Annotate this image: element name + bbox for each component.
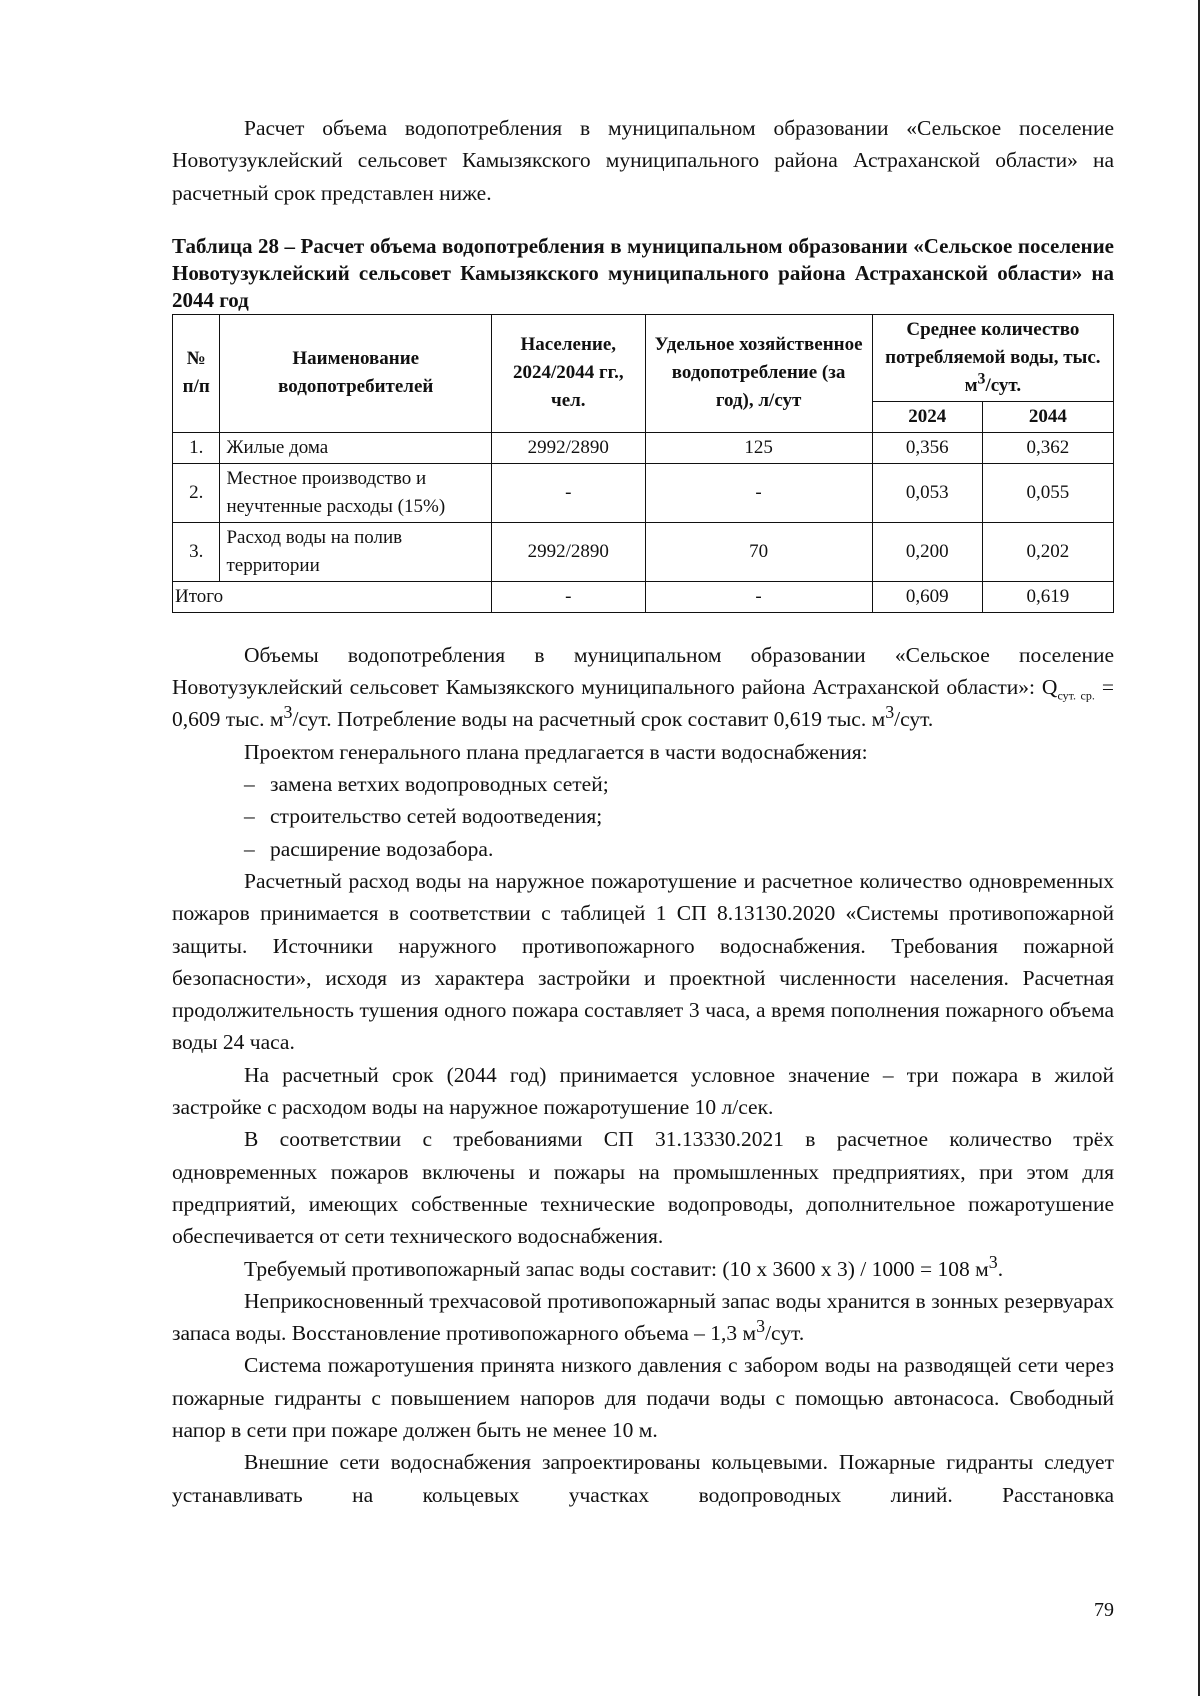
cell-total-specific: -	[645, 581, 872, 612]
project-paragraph: Проектом генерального плана предлагается в части водоснабжения:	[244, 739, 868, 764]
untouchable-paragraph	[172, 1285, 1114, 1350]
cell-total-population: -	[492, 581, 645, 612]
list-dash: –	[244, 836, 255, 861]
cell-total-label: Итого	[173, 581, 492, 612]
volumes-text-d: /сут.	[894, 707, 934, 732]
list-dash: –	[244, 772, 255, 797]
list-dash: –	[244, 804, 255, 829]
untouchable-end: /сут.	[765, 1321, 805, 1346]
sp-paragraph: В соответствии с требованиями СП 31.13330.2021 в расчетное количество трёх одновременных пожаров включены и пожары на промышленных предприятиях, при этом для предприятий, имеющих собственные технические водопроводы, дополнительное пожаротушение обеспечивается от сети технического водоснабжения.	[172, 1127, 1114, 1249]
volumes-text-c: /сут. Потребление воды на расчетный срок составит 0,619 тыс. м	[292, 707, 886, 732]
volumes-text-a: Объемы водопотребления в муниципальном образовании «Сельское поселение Новотузуклейский сельсовет Камызякского муниципального района Астраханской области»: Q	[172, 642, 1114, 700]
reserve-sup: 3	[988, 1251, 998, 1272]
cell-num: 2.	[173, 463, 220, 522]
header-num: № п/п	[173, 314, 220, 432]
volumes-sup-1: 3	[283, 702, 293, 723]
header-average-text: Среднее количество потребляемой воды, тыс. м	[885, 318, 1101, 396]
cell-specific: 70	[645, 522, 872, 581]
table-header-row	[173, 314, 1114, 401]
table-row	[173, 463, 1114, 522]
untouchable-text: Неприкосновенный трехчасовой противопожарный запас воды хранится в зонных резервуарах запаса воды. Восстановление противопожарного объема – 1,3 м	[172, 1288, 1114, 1346]
header-year-2044: 2044	[982, 401, 1113, 432]
volumes-text-b: = 0,609 тыс. м	[172, 675, 1114, 732]
header-average-suffix: /сут.	[985, 374, 1022, 396]
cell-2024: 0,200	[872, 522, 982, 581]
cell-num: 1.	[173, 432, 220, 463]
intro-paragraph: Расчет объема водопотребления в муниципальном образовании «Сельское поселение Новотузуклейский сельсовет Камызякского муниципального района Астраханской области» на расчетный срок представлен ниже.	[172, 116, 1114, 205]
q-subscript: сут. ср.	[1057, 688, 1095, 703]
cell-name: Жилые дома	[220, 432, 492, 463]
header-average-sup: 3	[977, 370, 986, 388]
untouchable-sup: 3	[756, 1315, 766, 1336]
header-average	[872, 314, 1113, 401]
system-paragraph: Система пожаротушения принята низкого давления с забором воды на разводящей сети через пожарные гидранты с повышением напоров для подачи воды с помощью автонасоса. Свободный напор в сети при пожаре должен быть не менее 10 м.	[172, 1353, 1114, 1443]
list-item	[172, 833, 1114, 865]
list-item-text: расширение водозабора.	[270, 836, 494, 861]
header-specific: Удельное хозяйственное водопотребление (за год), л/сут	[645, 314, 872, 432]
cell-name: Расход воды на полив территории	[220, 522, 492, 581]
list-item-text: строительство сетей водоотведения;	[270, 804, 603, 829]
cell-specific: 125	[645, 432, 872, 463]
list-item-text: замена ветхих водопроводных сетей;	[270, 772, 609, 797]
networks-paragraph: Внешние сети водоснабжения запроектированы кольцевыми. Пожарные гидранты следует устанавливать на кольцевых участках водопроводных линий. Расстановка	[172, 1450, 1114, 1507]
term-paragraph: На расчетный срок (2044 год) принимается условное значение – три пожара в жилой застройке с расходом воды на наружное пожаротушение 10 л/сек.	[172, 1062, 1114, 1120]
cell-population: 2992/2890	[492, 432, 645, 463]
reserve-paragraph	[172, 1253, 1114, 1285]
reserve-text: Требуемый противопожарный запас воды составит: (10 х 3600 х 3) / 1000 = 108 м	[244, 1256, 989, 1281]
volumes-paragraph	[172, 639, 1114, 736]
cell-2044: 0,362	[982, 432, 1113, 463]
header-year-2024: 2024	[872, 401, 982, 432]
cell-population: 2992/2890	[492, 522, 645, 581]
cell-2024: 0,053	[872, 463, 982, 522]
volumes-sup-2: 3	[885, 702, 895, 723]
cell-population: -	[492, 463, 645, 522]
reserve-end: .	[997, 1256, 1004, 1281]
list-item	[172, 800, 1114, 832]
list-item	[172, 768, 1114, 800]
water-consumption-table	[172, 314, 1114, 613]
table-caption: Таблица 28 – Расчет объема водопотребления в муниципальном образовании «Сельское поселение Новотузуклейский сельсовет Камызякского муниципального района Астраханской области» на 2044 год	[172, 233, 1114, 312]
header-population: Население, 2024/2044 гг., чел.	[492, 314, 645, 432]
fire-calc-paragraph: Расчетный расход воды на наружное пожаротушение и расчетное количество одновременных пожаров принимается в соответствии с таблицей 1 СП 8.13130.2020 «Системы противопожарной защиты. Источники наружного противопожарного водоснабжения. Требования пожарной безопасности», исходя из характера застройки и проектной численности населения. Расчетная продолжительность тушения одного пожара составляет 3 часа, а время пополнения пожарного объема воды 24 часа.	[172, 868, 1114, 1055]
cell-2044: 0,055	[982, 463, 1113, 522]
table-row	[173, 432, 1114, 463]
cell-total-2044: 0,619	[982, 581, 1113, 612]
cell-2044: 0,202	[982, 522, 1113, 581]
page-number: 79	[1094, 1599, 1114, 1621]
table-row	[173, 522, 1114, 581]
table-total-row	[173, 581, 1114, 612]
cell-specific: -	[645, 463, 872, 522]
cell-total-2024: 0,609	[872, 581, 982, 612]
document-body	[172, 112, 1114, 1511]
cell-name: Местное производство и неучтенные расходы (15%)	[220, 463, 492, 522]
cell-2024: 0,356	[872, 432, 982, 463]
cell-num: 3.	[173, 522, 220, 581]
header-name: Наименование водопотребителей	[220, 314, 492, 432]
